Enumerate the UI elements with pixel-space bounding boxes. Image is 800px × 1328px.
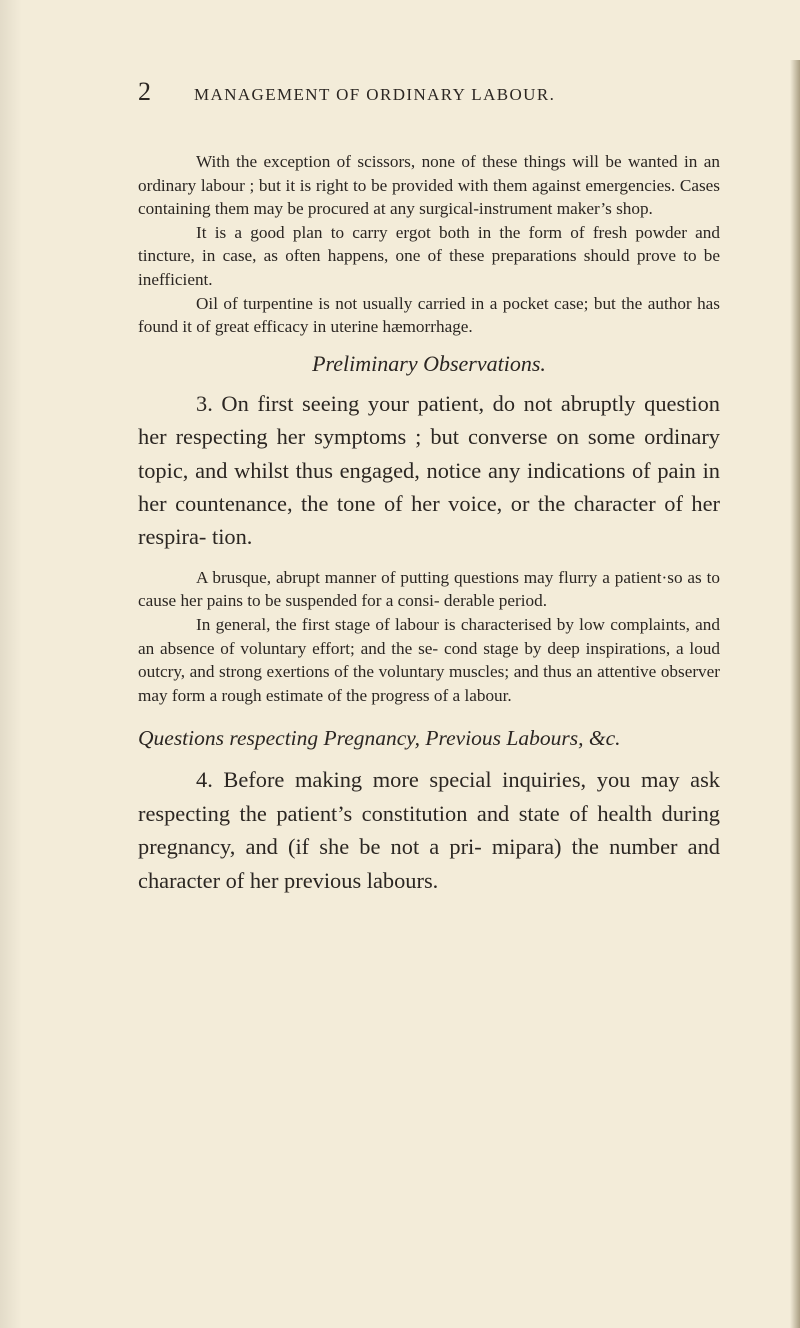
page-body	[138, 150, 720, 897]
paragraph-ergot: It is a good plan to carry ergot both in the form of fresh powder and tincture, in case, as often happens, one of these preparations should prove to be inefficient.	[138, 222, 720, 289]
page-number: 2	[138, 77, 151, 106]
page-edge-stain	[790, 60, 800, 1328]
paragraph-stages: In general, the first stage of labour is characterised by low complaints, and an absence of voluntary effort; and the se- cond stage by deep inspirations, a loud outcry, and strong exertions of the voluntary muscles; and thus an attentive observer may form a rough estimate of the progress of a labour.	[138, 614, 720, 705]
paragraph-3: 3. On first seeing your patient, do not abruptly question her respecting her symptoms ; but converse on some ordinary topic, and whilst thus engaged, notice any indications of pain in her countenance, the tone of her voice, or the character of her respira- tion.	[138, 390, 720, 550]
section-heading-questions: Questions respecting Pregnancy, Previous Labours, &c.	[138, 726, 621, 751]
paragraph-turpentine: Oil of turpentine is not usually carried in a pocket case; but the author has found it of great efficacy in uterine hæmorrhage.	[138, 293, 720, 337]
paragraph-scissors: With the exception of scissors, none of these things will be wanted in an ordinary labour ; but it is right to be provided with them against emergencies. Cases containing them may be procured at any surgical-instrument maker’s shop.	[138, 152, 720, 219]
running-head: MANAGEMENT OF ORDINARY LABOUR.	[194, 85, 556, 104]
paragraph-4: 4. Before making more special inquiries, you may ask respecting the patient’s constitution and state of health during pregnancy, and (if she be not a pri- mipara) the number and character of her previous labours.	[138, 767, 720, 893]
paragraph-brusque: A brusque, abrupt manner of putting questions may flurry a patient·so as to cause her pains to be suspended for a consi- derable period.	[138, 567, 720, 611]
section-heading-preliminary: Preliminary Observations.	[312, 350, 546, 376]
gutter-shadow	[0, 0, 22, 1328]
page-header	[138, 77, 718, 111]
